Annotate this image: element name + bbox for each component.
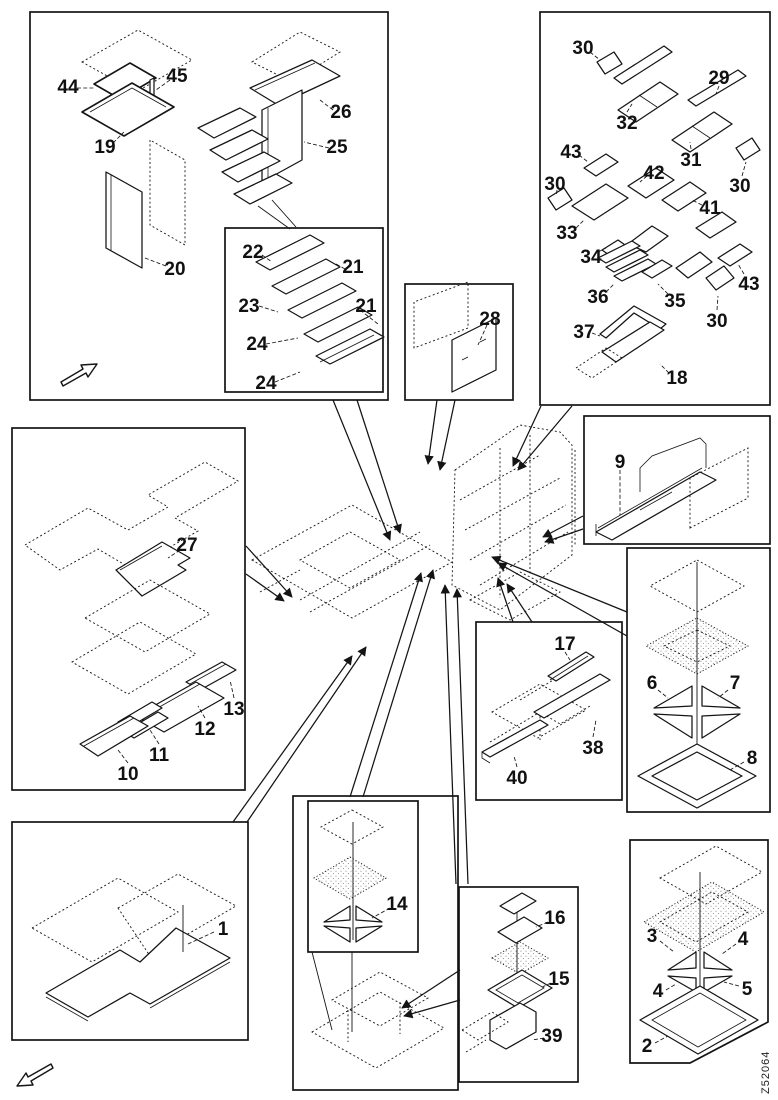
part-label-45: 45 xyxy=(166,66,188,87)
part-label-35: 35 xyxy=(664,291,686,312)
frame-front-floor-group xyxy=(30,12,388,400)
part-label-25: 25 xyxy=(326,137,348,158)
part-label-30a: 30 xyxy=(572,38,594,59)
part-38-shape xyxy=(534,674,610,718)
part-label-24a: 24 xyxy=(246,334,268,355)
part-label-9: 9 xyxy=(614,452,626,473)
direction-arrow-ne-icon xyxy=(61,364,97,386)
part-label-7: 7 xyxy=(729,673,741,694)
part-label-1: 1 xyxy=(217,919,229,940)
part-label-14: 14 xyxy=(386,894,408,915)
part-label-37: 37 xyxy=(573,322,595,343)
part-label-20: 20 xyxy=(164,259,186,280)
part-30d-shape xyxy=(706,266,734,290)
part-label-5: 5 xyxy=(741,979,753,1000)
part-30b-shape xyxy=(736,138,760,160)
part-label-27: 27 xyxy=(176,535,198,556)
central-floorpan-drawing xyxy=(252,425,575,620)
part-label-17: 17 xyxy=(554,634,576,655)
part-label-36: 36 xyxy=(587,287,609,308)
part-label-15: 15 xyxy=(548,969,570,990)
part-16-shape xyxy=(498,917,542,943)
part-6-shape xyxy=(654,686,692,738)
part-label-39: 39 xyxy=(541,1026,563,1047)
part-label-40: 40 xyxy=(506,768,528,789)
rear-floor-parts-drawing xyxy=(25,462,238,756)
parts-16-15-39-drawing xyxy=(462,893,552,1052)
part-label-38: 38 xyxy=(582,738,604,759)
part-label-11: 11 xyxy=(148,745,170,766)
part-label-10: 10 xyxy=(117,764,139,785)
part-8-shape xyxy=(638,744,756,808)
part-label-24b: 24 xyxy=(255,373,277,394)
part-label-41: 41 xyxy=(699,198,721,219)
part-1-drawing xyxy=(32,874,236,1021)
part-label-30c: 30 xyxy=(544,174,566,195)
part-label-16: 16 xyxy=(544,908,566,929)
part-43a-shape xyxy=(584,154,618,176)
part-label-33: 33 xyxy=(556,223,578,244)
part-31-shape xyxy=(672,112,732,152)
part-30a-shape xyxy=(597,52,622,74)
frame-seat-context xyxy=(293,796,458,1090)
part-label-18: 18 xyxy=(666,368,688,389)
part-32-strip xyxy=(614,46,672,84)
part-label-31: 31 xyxy=(680,150,702,171)
part-label-43b: 43 xyxy=(738,274,760,295)
direction-arrow-sw-icon xyxy=(17,1064,53,1086)
part-label-6: 6 xyxy=(646,673,658,694)
part-label-21a: 21 xyxy=(342,257,364,278)
parts-2-3-4-5-drawing xyxy=(640,846,764,1054)
part-label-12: 12 xyxy=(194,719,216,740)
part-28-drawing xyxy=(414,282,496,392)
part-label-30b: 30 xyxy=(729,176,751,197)
leader-arrows xyxy=(233,400,627,1016)
part-14-drawing xyxy=(314,810,386,942)
frame-part-1 xyxy=(12,822,248,1040)
part-label-42: 42 xyxy=(643,163,665,184)
part-39-shape xyxy=(490,1003,536,1049)
part-label-13: 13 xyxy=(223,699,245,720)
part-label-3: 3 xyxy=(646,926,658,947)
drawing-number-watermark: Z52064 xyxy=(760,1050,772,1094)
part-label-4a: 4 xyxy=(737,929,749,950)
part-19-shape xyxy=(82,83,174,136)
part-1-shape xyxy=(46,928,230,1017)
part-label-44: 44 xyxy=(57,77,79,98)
part-label-4b: 4 xyxy=(652,981,664,1002)
part-label-23: 23 xyxy=(238,296,260,317)
part-label-32: 32 xyxy=(616,113,638,134)
part-label-28: 28 xyxy=(479,309,501,330)
part-label-26: 26 xyxy=(330,102,352,123)
part-label-29: 29 xyxy=(708,68,730,89)
part-label-21b: 21 xyxy=(355,296,377,317)
part-label-34: 34 xyxy=(580,247,602,268)
part-label-30d: 30 xyxy=(706,311,728,332)
part-label-2: 2 xyxy=(641,1036,653,1057)
part-40-shape xyxy=(482,720,548,757)
part-label-43a: 43 xyxy=(560,142,582,163)
part-label-8: 8 xyxy=(746,748,758,769)
front-floor-parts-drawing xyxy=(82,30,340,268)
part-label-19: 19 xyxy=(94,137,116,158)
part-33-shape xyxy=(572,184,628,220)
part-9-shape xyxy=(596,472,716,540)
part-label-22: 22 xyxy=(242,242,264,263)
part-15-shape xyxy=(488,970,552,1008)
part-43b-shape xyxy=(718,244,752,266)
part-3-shape xyxy=(668,952,696,970)
part-5-shape xyxy=(704,976,732,992)
